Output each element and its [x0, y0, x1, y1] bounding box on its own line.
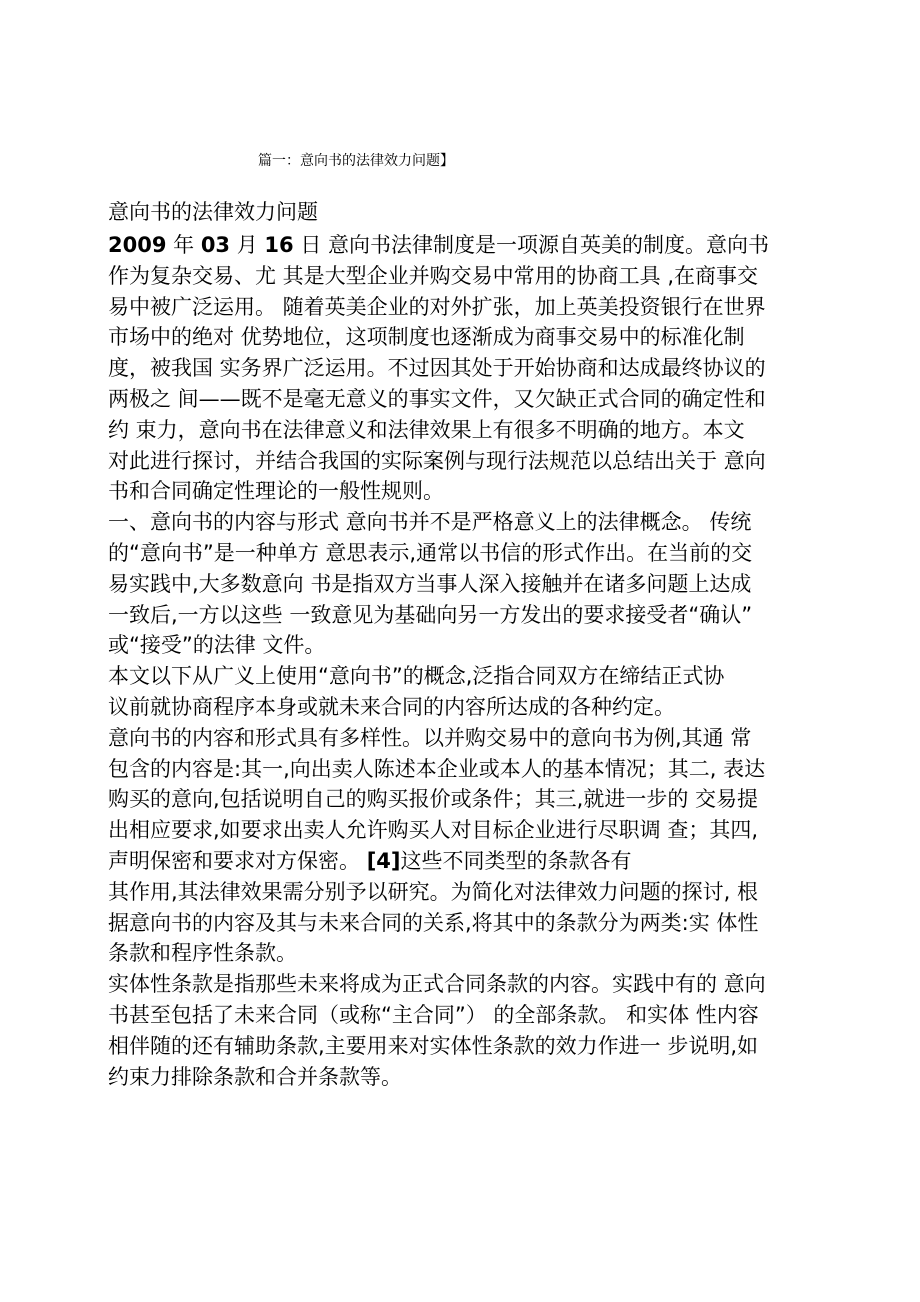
text-line: 对此进行探讨，并结合我国的实际案例与现行法规范以总结出关于 意向 [108, 448, 766, 473]
document-title: 意向书的法律效力问题 [108, 200, 318, 224]
text-line: 本文以下从广义上使用“意向书”的概念,泛指合同双方在缔结正式协 [108, 664, 725, 689]
reference-line-before: 声明保密和要求对方保密。 [108, 848, 367, 873]
text-line: 一、意向书的内容与形式 意向书并不是严格意义上的法律概念。 传统 [108, 510, 752, 535]
text-line: 或“接受”的法律 文件。 [108, 633, 326, 658]
date-day: 16 [264, 233, 294, 257]
header-note: 篇一：意向书的法律效力问题】 [258, 153, 454, 169]
text-line: 两极之 间——既不是毫无意义的事实文件，又欠缺正式合同的确定性和 [108, 386, 766, 411]
text-line: 相伴随的还有辅助条款,主要用来对实体性条款的效力作进一 步说明,如 [108, 1033, 759, 1058]
date-year: 2009 [108, 233, 167, 257]
text-line: 书甚至包括了未来合同（或称“主合同”） 的全部条款。 和实体 性内容 [108, 1002, 759, 1027]
date-month: 03 [200, 233, 231, 257]
reference-line [108, 846, 828, 877]
text-line: 据意向书的内容及其与未来合同的关系,将其中的条款分为两类:实 体性 [108, 910, 759, 935]
date-month-unit: 月 [230, 233, 265, 257]
text-line: 条款和程序性条款。 [108, 941, 297, 966]
text-line: 包含的内容是:其一,向出卖人陈述本企业或本人的基本情况；其二, 表达 [108, 756, 766, 781]
text-line: 购买的意向,包括说明自己的购买报价或条件；其三,就进一步的 交易提 [108, 787, 759, 812]
text-line: 实体性条款是指那些未来将成为正式合同条款的内容。实践中有的 意向 [108, 972, 766, 997]
text-line: 的“意向书”是一种单方 意思表示,通常以书信的形式作出。在当前的交 [108, 540, 753, 565]
text-line: 约 束力，意向书在法律意义和法律效果上有很多不明确的地方。本文 [108, 417, 745, 442]
text-line: 其作用,其法律效果需分别予以研究。为简化对法律效力问题的探讨, 根 [108, 879, 759, 904]
reference-line-after: 这些不同类型的条款各有 [400, 848, 632, 873]
date-day-unit: 日 [293, 233, 328, 257]
text-line: 书和合同确定性理论的一般性规则。 [108, 479, 444, 504]
text-line: 度，被我国 实务界广泛运用。不过因其处于开始协商和达成最终协议的 [108, 356, 766, 381]
date-line [108, 230, 828, 261]
text-line: 议前就协商程序本身或就未来合同的内容所达成的各种约定。 [108, 694, 675, 719]
date-line-rest: 意向书法律制度是一项源自英美的制度。意向书 [328, 233, 769, 257]
text-line: 一致后,一方以这些 一致意见为基础向另一方发出的要求接受者“确认” [108, 602, 753, 627]
text-line: 易实践中,大多数意向 书是指双方当事人深入接触并在诸多问题上达成 [108, 571, 752, 596]
text-line: 作为复杂交易、尤 其是大型企业并购交易中常用的协商工具 ,在商事交 [108, 263, 759, 288]
citation-ref: [4] [366, 848, 401, 873]
text-line: 易中被广泛运用。 随着英美企业的对外扩张，加上英美投资银行在世界 [108, 294, 766, 319]
text-line: 意向书的内容和形式具有多样性。以并购交易中的意向书为例,其通 常 [108, 725, 752, 750]
body-text [108, 230, 828, 1092]
text-line: 市场中的绝对 优势地位，这项制度也逐渐成为商事交易中的标准化制 [108, 325, 745, 350]
text-line: 约束力排除条款和合并条款等。 [108, 1064, 402, 1089]
date-year-unit: 年 [166, 233, 201, 257]
text-line: 出相应要求,如要求出卖人允许购买人对目标企业进行尽职调 查；其四, [108, 818, 759, 843]
